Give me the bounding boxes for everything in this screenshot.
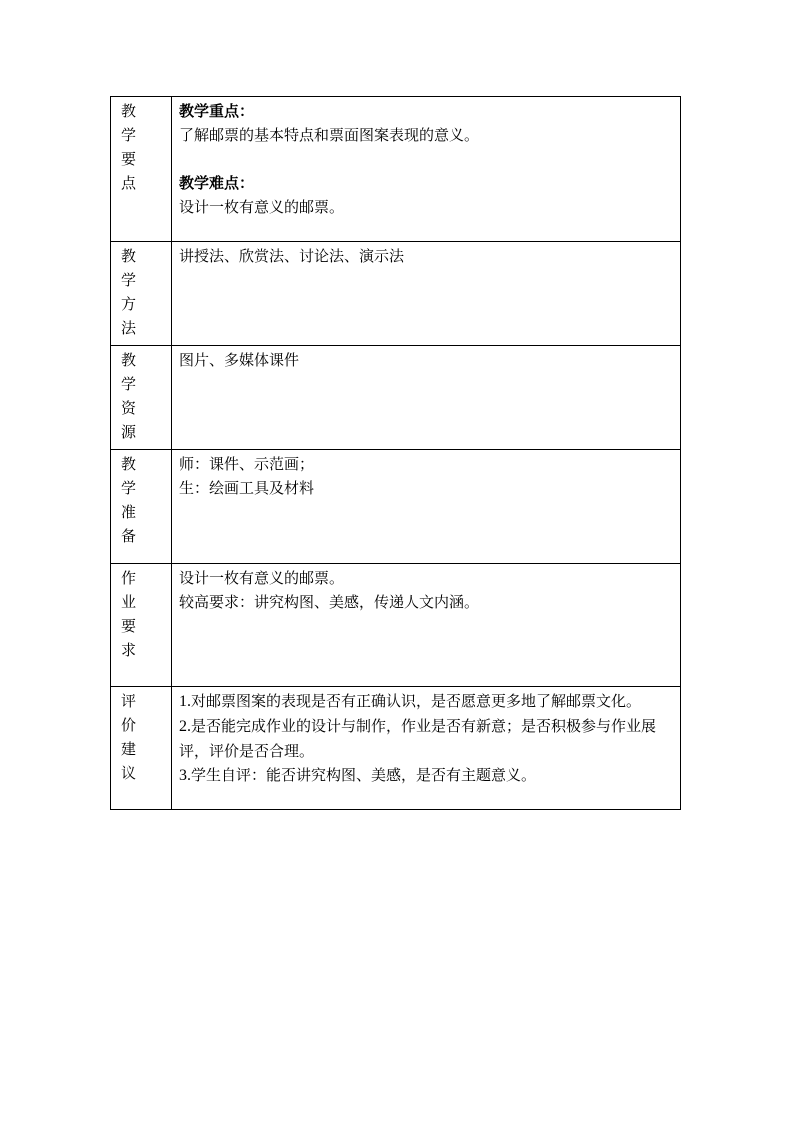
row-content-cell: [172, 450, 681, 564]
row-label: 作业要求: [121, 569, 137, 659]
evaluation-item: [179, 714, 674, 763]
row-label: 教学准备: [121, 455, 137, 545]
key-point-text: 了解邮票的基本特点和票面图案表现的意义。: [179, 126, 480, 144]
row-content-cell: [172, 242, 681, 346]
item-number: 1.: [179, 693, 191, 710]
difficult-point-text: 设计一枚有意义的邮票。: [179, 198, 345, 216]
row-content-cell: [172, 687, 681, 810]
row-content-cell: [172, 564, 681, 687]
table-row-methods: [111, 242, 681, 346]
item-text: 学生自评：能否讲究构图、美感，是否有主题意义。: [191, 766, 537, 784]
row-label-cell: [111, 97, 172, 242]
row-label: 教学方法: [121, 247, 137, 337]
row-label-cell: [111, 346, 172, 450]
table-row-evaluation: [111, 687, 681, 810]
difficult-point-heading: 教学难点：: [179, 174, 255, 192]
table-row-homework: [111, 564, 681, 687]
table-row-resources: [111, 346, 681, 450]
row-label-cell: [111, 242, 172, 346]
paragraph-spacer: [179, 147, 674, 171]
key-point-heading: 教学重点：: [179, 102, 255, 120]
table-row-key-points: [111, 97, 681, 242]
student-prep-text: 生：绘画工具及材料: [179, 479, 315, 497]
row-label: 教学资源: [121, 351, 137, 441]
row-label: 教学要点: [121, 102, 137, 192]
homework-higher-text: 较高要求：讲究构图、美感，传递人文内涵。: [179, 593, 480, 611]
lesson-plan-table: [110, 96, 681, 810]
row-label-cell: [111, 450, 172, 564]
methods-text: 讲授法、欣赏法、讨论法、演示法: [179, 247, 405, 265]
row-label: 评价建议: [121, 692, 137, 782]
row-content-cell: [172, 346, 681, 450]
evaluation-item: [179, 763, 674, 788]
table-row-preparation: [111, 450, 681, 564]
row-label-cell: [111, 564, 172, 687]
row-label-cell: [111, 687, 172, 810]
item-number: 3.: [179, 767, 191, 784]
evaluation-item: [179, 689, 674, 714]
row-content-cell: [172, 97, 681, 242]
teacher-prep-text: 师：课件、示范画；: [179, 455, 315, 473]
resources-text: 图片、多媒体课件: [179, 351, 300, 369]
item-text: 是否能完成作业的设计与制作，作业是否有新意；是否积极参与作业展评，评价是否合理。: [179, 717, 657, 760]
homework-task-text: 设计一枚有意义的邮票。: [179, 569, 345, 587]
item-text: 对邮票图案的表现是否有正确认识，是否愿意更多地了解邮票文化。: [191, 692, 642, 710]
item-number: 2.: [179, 718, 191, 735]
